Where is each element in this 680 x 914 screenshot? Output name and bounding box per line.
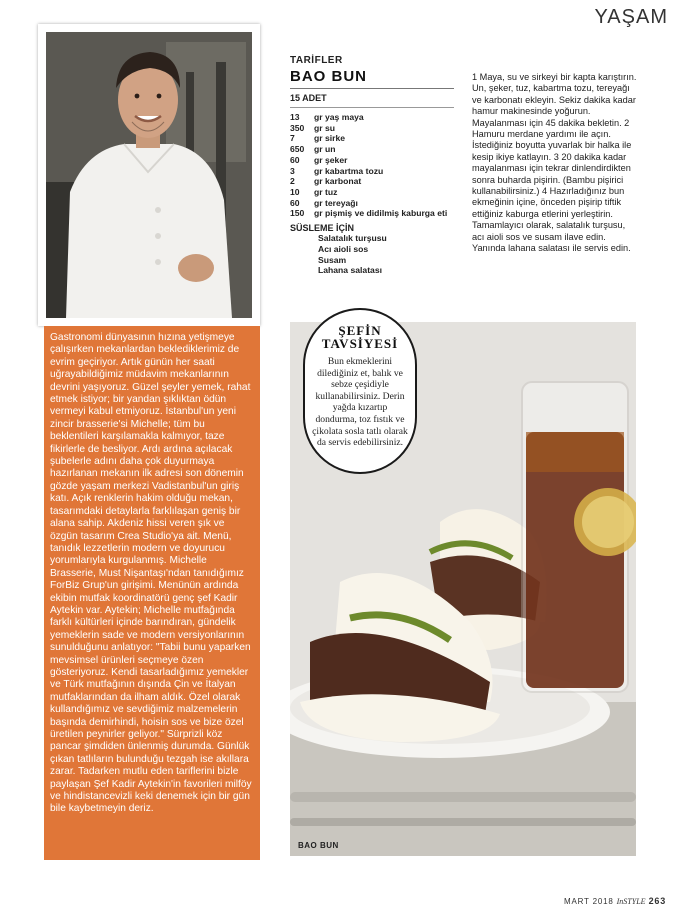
tip-text: Bun ekmeklerini dilediğiniz et, balık ve sebze çeşidiyle kullanabilirsiniz. Derin yağda kızartıp dondurma, toz fıstık ve çikolata sosla tatlı olarak da servis edebilirsiniz. — [312, 356, 408, 449]
ingredient-qty: 650 — [290, 144, 305, 155]
chef-tip-badge — [303, 308, 417, 474]
ingredient-list — [290, 112, 454, 219]
intro-text: Gastronomi dünyasının hızına yetişmeye çalışırken mekanlardan beklediklerimiz de evrim geçiriyor. Artık günün her saati uğrayabildiğimiz müdavim mekanlarının devrini yaşıyoruz. Güzel şeyler yemek, rahat etmek istiyor; bir yandan şıklıktan ödün vermeyi kabul etmiyoruz. İstanbul'un yeni zincir brasserie'si Michelle; tüm bu beklentileri karşılamakla kalmıyor, taze fikirlerle de besliyor. Ardı ardına açılacak şubelerle adını daha çok duyurmaya hazırlanan mekanın ilk adresi son dönemin gözde yaşam merkezi Vadistanbul'un giriş katı. Açık renklerin hakim olduğu mekan, tasarımdaki detaylarla farklılaşan geniş bir alana sahip. Akdeniz hissi veren şık ve özgün tasarım Crea Studio'ya ait. Menü, tanıdık lezzetlerin modern ve doyurucu yorumlarıyla kurgulanmış. Michelle Brasserie, Must Nişantaşı'ndan tanıdığımız ForBiz Grup'un girişimi. Menünün ardında ekibin mutfak koordinatörü genç şef Kadir Aytekin var. Aytekin; Michelle mutfağında farklı kültürleri içinde barındıran, gündelik yemeklerin sade ve modern versiyonlarının sunulduğunu anlatıyor: "Tabii bunu yaparken mevsimsel ürünleri seçmeye özen gösteriyoruz. Kendi tasarladığımız yemekler ve Türk mutfağının dışında Çin ve İtalyan mutfaklarından da ilham aldık. Özel olarak kullandığımız ve sevdiğimiz malzemelerin başında demirhindi, hoisin sos ve bize özel üretilen peynirler geliyor." Sürprizli köz pancar şimdiden ünlenmiş durumda. Günlük çıkan tatlıların bulunduğu tezgah ise akıllara zarar. Tadarken mutlu eden tariflerini bizle paylaşan Şef Kadir Aytekin'in favorileri milföy ve hindistancevizli keki denemek için bir gün bile kaybetmeyin deriz. — [50, 332, 252, 815]
ingredient-item: gr pişmiş ve didilmiş kaburga eti — [314, 208, 448, 219]
ingredient-row — [290, 112, 454, 123]
section-label: YAŞAM — [594, 6, 668, 28]
photo-caption: BAO BUN — [298, 841, 339, 850]
ingredient-qty: 10 — [290, 186, 300, 197]
page-number: 263 — [648, 896, 666, 906]
ingredient-qty: 13 — [290, 112, 300, 122]
recipe-yield: 15 ADET — [290, 93, 454, 108]
garnish-item: Salatalık turşusu — [318, 233, 387, 244]
ingredient-item: gr tereyağı — [314, 197, 358, 208]
recipe-panel — [290, 55, 454, 276]
ingredient-row — [290, 144, 454, 155]
recipe-kicker: TARİFLER — [290, 55, 343, 66]
method-panel — [472, 72, 638, 255]
ingredient-row — [290, 198, 454, 209]
magazine-name: InSTYLE — [616, 897, 646, 906]
ingredient-qty: 350 — [290, 122, 305, 133]
garnish-item: Acı aioli sos — [318, 243, 369, 254]
garnish-item: Lahana salatası — [318, 265, 383, 276]
ingredient-row — [290, 166, 454, 177]
ingredient-qty: 60 — [290, 154, 300, 165]
ingredient-row — [290, 133, 454, 144]
chef-illustration — [46, 32, 252, 318]
ingredient-row — [290, 176, 454, 187]
ingredient-row — [290, 123, 454, 134]
ingredient-item: gr su — [314, 122, 336, 133]
ingredient-row — [290, 155, 454, 166]
page-footer — [564, 896, 666, 906]
ingredient-item: gr tuz — [314, 186, 338, 197]
ingredient-qty: 2 — [290, 176, 295, 187]
ingredient-item: gr sirke — [314, 133, 346, 144]
tip-title-line1: ŞEFİN — [338, 323, 382, 338]
ingredient-item: gr şeker — [314, 154, 348, 165]
ingredient-item: gr yaş maya — [314, 112, 364, 122]
ingredient-item: gr kabartma tozu — [314, 165, 384, 176]
ingredient-row — [290, 208, 454, 219]
ingredient-row — [290, 187, 454, 198]
garnish-title: SÜSLEME İÇİN — [290, 223, 355, 234]
issue-date: MART 2018 — [564, 897, 614, 906]
ingredient-qty: 3 — [290, 165, 295, 176]
ingredient-qty: 150 — [290, 208, 305, 219]
intro-box — [44, 326, 260, 860]
ingredient-qty: 60 — [290, 197, 300, 208]
method-text: 1 Maya, su ve sirkeyi bir kapta karıştırın. Un, şeker, tuz, kabartma tozu, tereyağı ve karbonatı ekleyin. Sekiz dakika kadar hamur makinesinde yoğurun. Mayalanması için 45 dakika bekletin. 2 Hamuru merdane yardımı ile açın. İstediğiniz boyutta yuvarlak bir halka ile kesip ikiye katlayın. 3 20 dakika kadar mayalanması için tekrar dinlendirdikten sonra buharda pişirin. (Bambu pişirici kullanabilirsiniz.) 4 Hazırladığınız bun ekmeğinin içine, önceden pişirip tiftik ettiğiniz kaburga etlerini yerleştirin. Tamamlayıcı olarak, salatalık turşusu, acı aioli sos ve susam ilave edin. Yanında lahana salatası ile servis edin. — [472, 72, 637, 254]
ingredient-item: gr karbonat — [314, 176, 362, 187]
ingredient-qty: 7 — [290, 133, 295, 144]
recipe-title: BAO BUN — [290, 68, 454, 89]
garnish-list — [290, 233, 454, 276]
ingredient-item: gr un — [314, 144, 336, 155]
garnish-item: Susam — [318, 254, 347, 265]
chef-photo-frame — [38, 24, 260, 326]
tip-title-line2: TAVSİYESİ — [321, 336, 399, 351]
chef-photo — [46, 32, 252, 318]
